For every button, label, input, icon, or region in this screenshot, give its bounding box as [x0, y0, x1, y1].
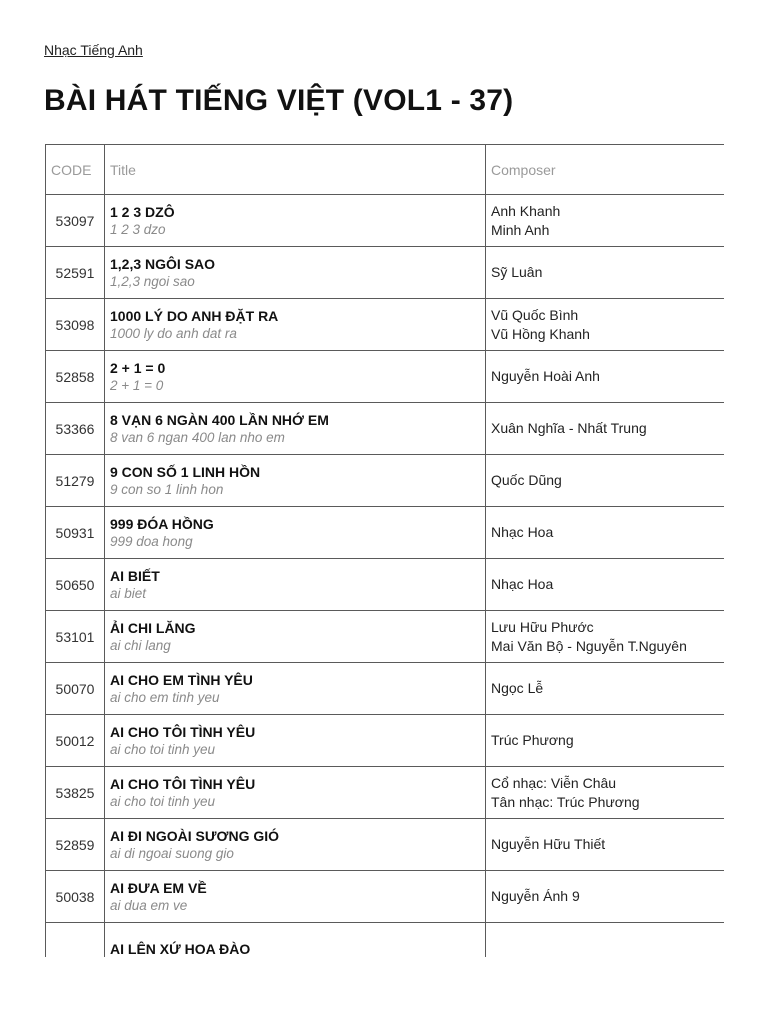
song-code: 50650	[46, 559, 105, 611]
table-header-row	[46, 145, 725, 195]
song-title-unaccented: ai cho toi tinh yeu	[110, 793, 216, 809]
song-title-cell	[105, 507, 486, 559]
song-composer-cell	[486, 507, 725, 559]
song-title-unaccented: 1,2,3 ngoi sao	[110, 273, 195, 289]
table-body	[46, 195, 725, 958]
header-code: CODE	[46, 145, 105, 195]
song-title: AI LÊN XỨ HOA ĐÀO	[110, 940, 251, 957]
song-code	[46, 923, 105, 958]
song-composer: Nguyễn Hữu Thiết	[491, 836, 606, 852]
song-title-cell	[105, 559, 486, 611]
table-row	[46, 507, 725, 559]
song-composer: Vũ Quốc Bình	[491, 306, 579, 323]
song-composer-cell	[486, 819, 725, 871]
table-row	[46, 611, 725, 663]
header-title: Title	[105, 145, 486, 195]
song-code: 53366	[46, 403, 105, 455]
song-title: AI ĐI NGOÀI SƯƠNG GIÓ	[110, 827, 280, 844]
song-composer-cell	[486, 923, 725, 958]
song-code: 50070	[46, 663, 105, 715]
song-composer: Sỹ Luân	[491, 264, 543, 280]
song-composer: Nhạc Hoa	[491, 576, 554, 592]
song-title-cell	[105, 923, 486, 958]
song-title: AI CHO TÔI TÌNH YÊU	[110, 775, 256, 792]
song-composer: Cổ nhạc: Viễn Châu	[491, 774, 617, 791]
song-title-unaccented: 9 con so 1 linh hon	[110, 481, 224, 497]
header-composer: Composer	[486, 145, 725, 195]
table-row	[46, 455, 725, 507]
song-composer: Nguyễn Hoài Anh	[491, 368, 600, 384]
song-title: 9 CON SỐ 1 LINH HỒN	[110, 463, 261, 480]
song-code: 52859	[46, 819, 105, 871]
page-title: BÀI HÁT TIẾNG VIỆT (VOL1 - 37)	[44, 84, 514, 117]
song-composer: Tân nhạc: Trúc Phương	[491, 793, 640, 810]
song-composer-cell	[486, 403, 725, 455]
song-title: AI CHO TÔI TÌNH YÊU	[110, 723, 256, 740]
song-title-cell	[105, 299, 486, 351]
song-title: 2 + 1 = 0	[110, 359, 166, 376]
song-title-cell	[105, 351, 486, 403]
song-title-unaccented: ai cho toi tinh yeu	[110, 741, 216, 757]
song-composer: Mai Văn Bộ - Nguyễn T.Nguyên	[491, 637, 687, 654]
song-title: 1 2 3 DZÔ	[110, 203, 175, 220]
song-title: 999 ĐÓA HỒNG	[110, 515, 214, 532]
song-composer-cell	[486, 247, 725, 299]
song-code: 51279	[46, 455, 105, 507]
song-title-unaccented: ai chi lang	[110, 637, 171, 653]
table-row	[46, 247, 725, 299]
song-title-cell	[105, 247, 486, 299]
song-title-unaccented: ai dua em ve	[110, 897, 188, 913]
song-composer: Trúc Phương	[491, 732, 574, 748]
song-title-cell	[105, 819, 486, 871]
song-title: ẢI CHI LĂNG	[110, 619, 196, 636]
song-composer-cell	[486, 299, 725, 351]
song-title-unaccented: ai di ngoai suong gio	[110, 845, 234, 861]
song-title-cell	[105, 611, 486, 663]
song-composer-cell	[486, 559, 725, 611]
song-composer-cell	[486, 351, 725, 403]
song-composer-cell	[486, 195, 725, 247]
song-code: 52591	[46, 247, 105, 299]
song-composer-cell	[486, 611, 725, 663]
song-code: 50038	[46, 871, 105, 923]
song-composer: Vũ Hồng Khanh	[491, 325, 590, 342]
song-title-unaccented: ai biet	[110, 585, 147, 601]
song-title: AI ĐƯA EM VỀ	[110, 879, 207, 896]
song-title-unaccented: 1000 ly do anh dat ra	[110, 325, 237, 341]
song-code: 52858	[46, 351, 105, 403]
song-title-unaccented: 2 + 1 = 0	[110, 377, 164, 393]
song-composer-cell	[486, 871, 725, 923]
song-code: 53098	[46, 299, 105, 351]
song-title: 8 VẠN 6 NGÀN 400 LẦN NHỚ EM	[110, 411, 329, 428]
table-row	[46, 559, 725, 611]
table-row	[46, 351, 725, 403]
song-title-cell	[105, 663, 486, 715]
song-title-cell	[105, 455, 486, 507]
song-title-cell	[105, 871, 486, 923]
song-code: 53825	[46, 767, 105, 819]
table-row	[46, 819, 725, 871]
song-composer: Quốc Dũng	[491, 472, 562, 488]
song-composer: Lưu Hữu Phước	[491, 618, 594, 635]
song-composer: Xuân Nghĩa - Nhất Trung	[491, 420, 647, 436]
song-table-container	[45, 144, 724, 957]
song-code: 50931	[46, 507, 105, 559]
table-row	[46, 923, 725, 958]
song-title-unaccented: 8 van 6 ngan 400 lan nho em	[110, 429, 285, 445]
song-composer: Minh Anh	[491, 221, 550, 238]
table-row	[46, 299, 725, 351]
top-nav-link[interactable]: Nhạc Tiếng Anh	[44, 42, 143, 58]
table-row	[46, 403, 725, 455]
song-composer: Anh Khanh	[491, 202, 561, 219]
song-composer-cell	[486, 767, 725, 819]
table-row	[46, 871, 725, 923]
song-title: AI CHO EM TÌNH YÊU	[110, 671, 253, 688]
song-code: 53101	[46, 611, 105, 663]
table-row	[46, 195, 725, 247]
table-row	[46, 663, 725, 715]
song-title: 1,2,3 NGÔI SAO	[110, 255, 216, 272]
table-row	[46, 715, 725, 767]
song-title-cell	[105, 767, 486, 819]
table-row	[46, 767, 725, 819]
song-title-cell	[105, 195, 486, 247]
song-title-unaccented: 999 doa hong	[110, 533, 193, 549]
song-composer: Nguyễn Ánh 9	[491, 888, 580, 904]
song-composer-cell	[486, 455, 725, 507]
song-title: AI BIẾT	[110, 567, 160, 584]
song-title-cell	[105, 715, 486, 767]
song-composer-cell	[486, 663, 725, 715]
song-title-unaccented: ai cho em tinh yeu	[110, 689, 220, 705]
song-title-unaccented: 1 2 3 dzo	[110, 221, 166, 237]
song-composer-cell	[486, 715, 725, 767]
song-title: 1000 LÝ DO ANH ĐẶT RA	[110, 307, 279, 324]
song-code: 53097	[46, 195, 105, 247]
song-composer: Ngọc Lễ	[491, 680, 544, 696]
song-composer: Nhạc Hoa	[491, 524, 554, 540]
song-table	[45, 144, 724, 957]
song-title-cell	[105, 403, 486, 455]
song-code: 50012	[46, 715, 105, 767]
